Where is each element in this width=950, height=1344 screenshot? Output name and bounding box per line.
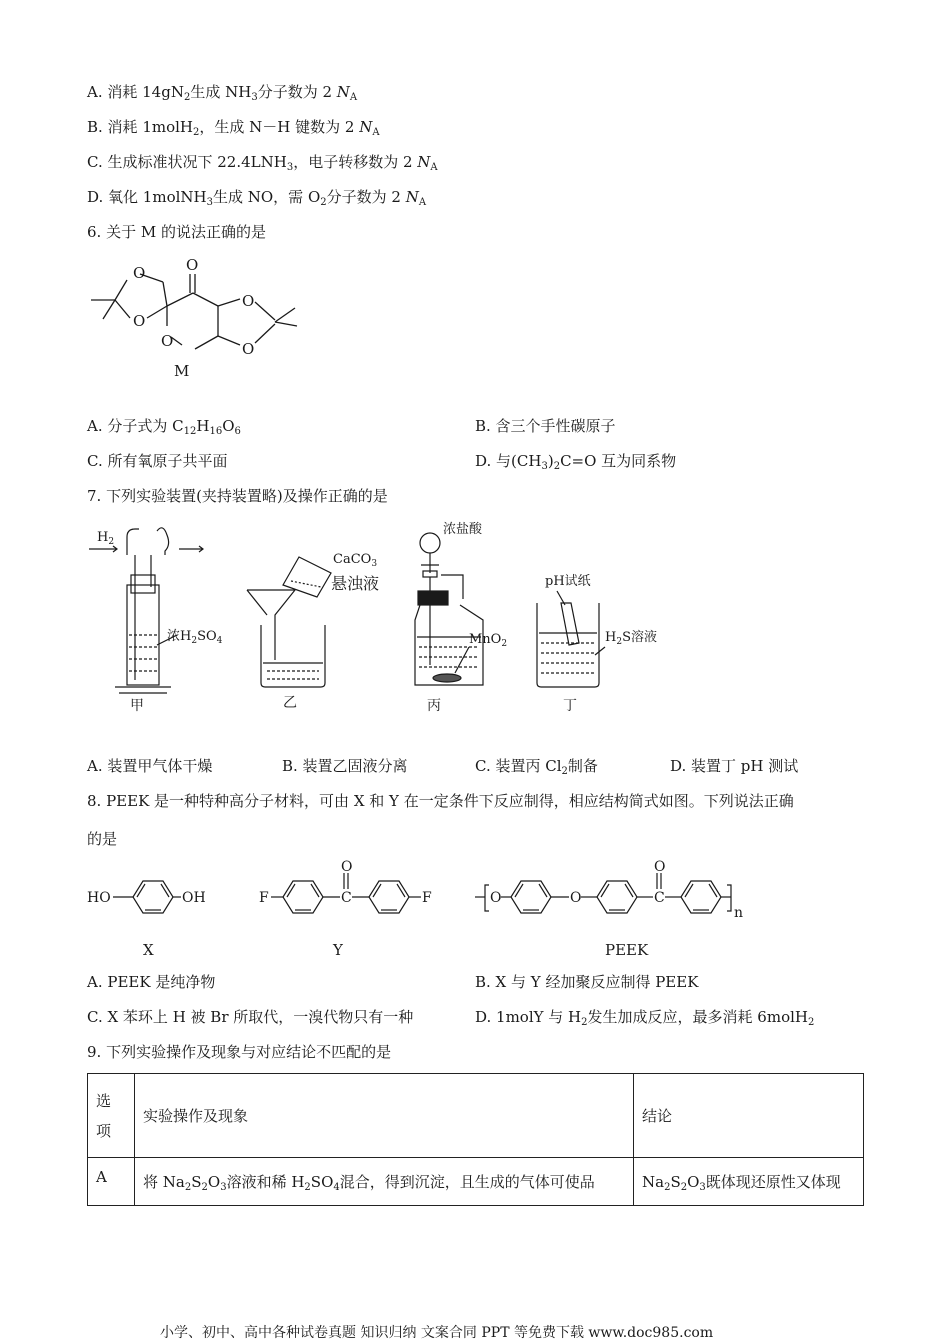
svg-text:PEEK: PEEK — [605, 941, 649, 959]
q8-stem-line1: 8. PEEK 是一种特种高分子材料，可由 X 和 Y 在一定条件下反应制得，相应结构简式如图。下列说法正确 — [87, 792, 794, 810]
q5-option-b: B. 消耗 1molH$_2$，生成 N－H 键数为 2 $N_A$ — [87, 118, 380, 138]
svg-text:O: O — [341, 859, 353, 875]
molecule-m-structure — [85, 252, 315, 382]
q6-option-b: B. 含三个手性碳原子 — [475, 417, 616, 435]
oxygen-label: O — [161, 332, 174, 350]
q6-option-d: D. 与$(CH_3)_2C=O$ 互为同系物 — [475, 452, 677, 472]
svg-text:H2S溶液: $H_2S$溶液 — [605, 630, 657, 647]
oxygen-label: O — [242, 292, 255, 310]
svg-text:悬浊液: 悬浊液 — [331, 574, 380, 593]
table-row — [88, 1158, 864, 1206]
q5-option-a: A. 消耗 $14gN_2$生成 $NH_3$分子数为 2 $N_A$ — [87, 83, 358, 103]
q6-stem: 6. 关于 M 的说法正确的是 — [87, 223, 266, 241]
q9-header-conclusion: 结论 — [634, 1074, 864, 1158]
q7-option-d: D. 装置丁 pH 测试 — [670, 757, 799, 775]
oxygen-label: O — [242, 340, 255, 358]
svg-text:浓H2SO4: 浓$H_2SO_4$ — [167, 629, 223, 646]
svg-text:pH试纸: pH试纸 — [545, 574, 591, 589]
q9-stem: 9. 下列实验操作及现象与对应结论不匹配的是 — [87, 1043, 392, 1061]
q8-option-a: A. PEEK 是纯净物 — [87, 973, 216, 991]
q5-option-c: C. 生成标准状况下 $22.4LNH_3$，电子转移数为 2 $N_A$ — [87, 153, 438, 173]
svg-text:Y: Y — [333, 941, 343, 959]
svg-text:X: X — [143, 941, 154, 959]
oxygen-label: O — [133, 312, 146, 330]
svg-text:n: n — [734, 905, 744, 921]
svg-text:浓盐酸: 浓盐酸 — [443, 522, 483, 537]
q9-header-operation: 实验操作及现象 — [135, 1074, 634, 1158]
q7-option-c: C. 装置丙 $Cl_2$制备 — [475, 757, 598, 777]
q8-option-c: C. X 苯环上 H 被 Br 所取代，一溴代物只有一种 — [87, 1008, 414, 1026]
q9-table — [87, 1073, 864, 1206]
svg-text:HO: HO — [87, 890, 111, 906]
q8-stem-line2: 的是 — [87, 830, 118, 848]
svg-text:O: O — [570, 890, 582, 906]
page-footer: 小学、初中、高中各种试卷真题 知识归纳 文案合同 PPT 等免费下载 www.doc985.com — [160, 1325, 714, 1341]
q5-option-d: D. 氧化 1molNH$_3$生成 NO，需 $O_2$分子数为 2 $N_A$ — [87, 188, 427, 208]
apparatus-figure — [85, 515, 685, 720]
q9-row-a-option: A — [88, 1158, 135, 1206]
molecule-label: M — [174, 362, 190, 380]
svg-text:OH: OH — [182, 890, 206, 906]
q9-row-a-conclusion: $Na_2S_2O_3$既体现还原性又体现 — [634, 1158, 864, 1206]
q9-row-a-operation: 将 $Na_2S_2O_3$溶液和稀 $H_2SO_4$混合，得到沉淀，且生成的气体可使品 — [135, 1158, 634, 1206]
svg-text:甲: 甲 — [130, 698, 144, 714]
q7-stem: 7. 下列实验装置(夹持装置略)及操作正确的是 — [87, 487, 388, 505]
q7-option-a: A. 装置甲气体干燥 — [87, 757, 213, 775]
svg-text:F: F — [422, 890, 432, 906]
svg-text:C: C — [654, 890, 665, 906]
svg-text:丁: 丁 — [563, 698, 577, 714]
q9-header-row — [88, 1074, 864, 1158]
q6-option-c: C. 所有氧原子共平面 — [87, 452, 228, 470]
q6-option-a: A. 分子式为 $C_{12}H_{16}O_6$ — [87, 417, 241, 437]
q9-header-option: 选 项 — [88, 1074, 135, 1158]
svg-text:乙: 乙 — [283, 695, 297, 711]
oxygen-label: O — [186, 256, 199, 274]
svg-text:MnO2: MnO$_2$ — [469, 632, 508, 649]
svg-text:C: C — [341, 890, 352, 906]
svg-text:O: O — [490, 890, 502, 906]
q7-option-b: B. 装置乙固液分离 — [282, 757, 408, 775]
svg-text:F: F — [259, 890, 269, 906]
svg-text:丙: 丙 — [427, 698, 441, 714]
svg-text:H2: $H_2$ — [97, 530, 115, 547]
oxygen-label: O — [133, 264, 146, 282]
svg-text:O: O — [654, 859, 666, 875]
q8-option-b: B. X 与 Y 经加聚反应制得 PEEK — [475, 973, 699, 991]
q8-option-d: D. 1molY 与 $H_2$发生加成反应，最多消耗 6molH$_2$ — [475, 1008, 815, 1028]
peek-structures — [85, 855, 765, 965]
svg-text:CaCO3: CaCO$_3$ — [333, 552, 378, 569]
